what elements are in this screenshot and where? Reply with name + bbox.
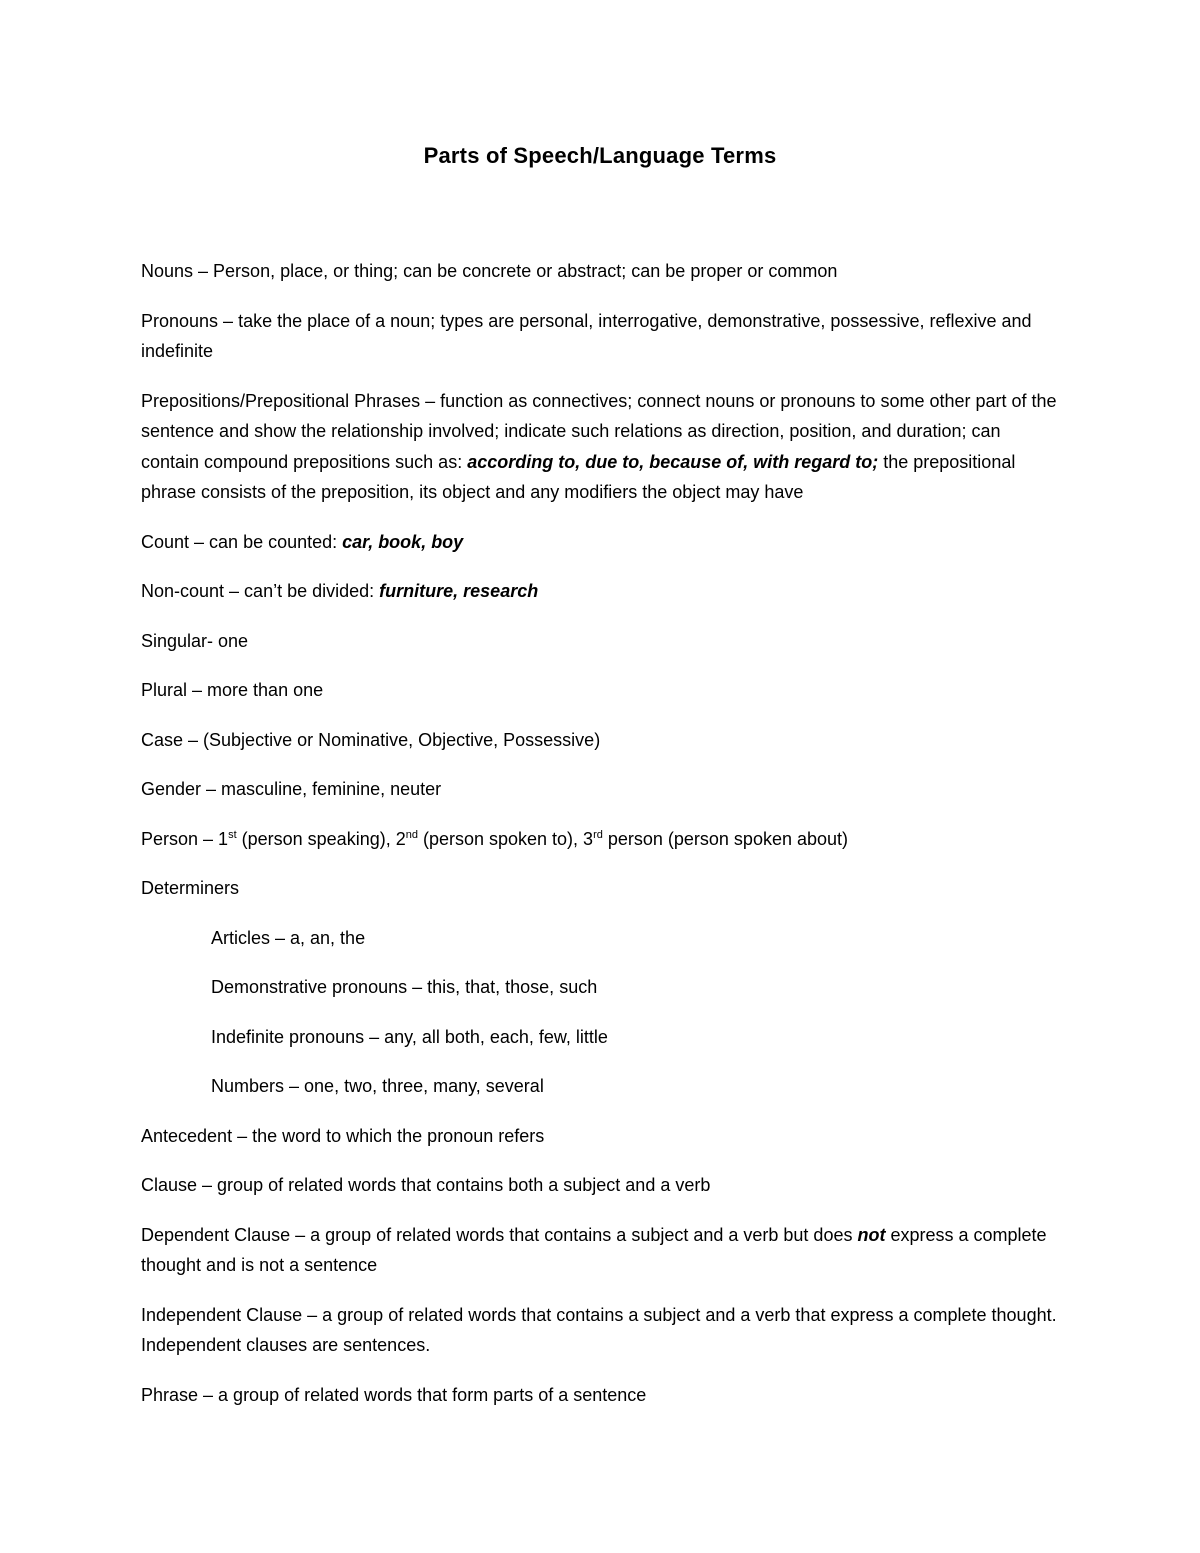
entry-text: the prepositional phrase consists of the preposition, its object and any modifiers the object may have bbox=[141, 451, 1016, 502]
entry-text: Dependent Clause – a group of related words that contains a subject and a verb but does bbox=[141, 1224, 858, 1245]
entry-count bbox=[141, 527, 1061, 558]
entry-text: Antecedent – the word to which the pronoun refers bbox=[141, 1125, 545, 1146]
entry-antecedent bbox=[141, 1121, 1061, 1152]
entry-text: Articles – a, an, the bbox=[211, 927, 366, 948]
entry-text: (person speaking), 2 bbox=[236, 828, 406, 849]
entry-text: (person spoken to), 3 bbox=[417, 828, 594, 849]
entry-dependent-clause bbox=[141, 1220, 1061, 1281]
entry-text: Gender – masculine, feminine, neuter bbox=[141, 779, 442, 799]
entry-text: Person – 1 bbox=[141, 828, 229, 849]
entry-text: Numbers – one, two, three, many, several bbox=[211, 1076, 544, 1096]
entry-clause bbox=[141, 1170, 1061, 1201]
emphasis-text: not bbox=[857, 1224, 886, 1245]
entry-nouns bbox=[141, 256, 1061, 287]
entry-plural bbox=[141, 675, 1061, 706]
ordinal-suffix: nd bbox=[405, 828, 418, 841]
entry-text: Singular- one bbox=[141, 630, 249, 651]
page-title: Parts of Speech/Language Terms bbox=[423, 143, 777, 168]
entry-text: Determiners bbox=[141, 878, 240, 898]
emphasis-text: according to, due to, because of, with regard to; bbox=[467, 451, 879, 472]
entry-phrase bbox=[141, 1380, 1061, 1411]
emphasis-text: car, book, boy bbox=[342, 531, 464, 552]
entry-case bbox=[141, 725, 1061, 756]
entry-numbers bbox=[141, 1071, 1061, 1102]
entry-text: Prepositions/Prepositional Phrases – function as connectives; connect nouns or pronouns to some other part of the sentence and show the relationship involved; indicate such relations as direction, position, and duration; can contain compound prepositions such as: bbox=[141, 390, 1057, 472]
entry-articles bbox=[141, 923, 1061, 954]
entry-text: Indefinite pronouns – any, all both, each, few, little bbox=[211, 1026, 608, 1047]
entry-text: express a complete thought and is not a sentence bbox=[141, 1224, 1047, 1275]
entry-text: Case – (Subjective or Nominative, Objective, Possessive) bbox=[141, 729, 601, 750]
entry-text: person (person spoken about) bbox=[602, 828, 849, 849]
entry-demonstrative-pronouns bbox=[141, 972, 1061, 1003]
entry-person bbox=[141, 824, 1061, 855]
ordinal-suffix: rd bbox=[593, 828, 603, 841]
entry-pronouns bbox=[141, 306, 1061, 367]
entry-text: Count – can be counted: bbox=[141, 531, 343, 552]
entry-prepositions bbox=[141, 386, 1061, 508]
entry-text: Demonstrative pronouns – this, that, those, such bbox=[211, 977, 598, 997]
entry-text: Clause – group of related words that contains both a subject and a verb bbox=[141, 1175, 711, 1195]
entry-text: Nouns – Person, place, or thing; can be concrete or abstract; can be proper or common bbox=[141, 261, 838, 281]
ordinal-suffix: st bbox=[228, 828, 237, 841]
entry-text: Plural – more than one bbox=[141, 680, 324, 700]
entry-text: Independent Clause – a group of related words that contains a subject and a verb that express a complete thought. Independent clauses are sentences. bbox=[141, 1304, 1057, 1355]
entry-text: Phrase – a group of related words that form parts of a sentence bbox=[141, 1384, 647, 1405]
entry-gender bbox=[141, 774, 1061, 805]
entry-determiners bbox=[141, 873, 1061, 904]
entry-indefinite-pronouns bbox=[141, 1022, 1061, 1053]
entry-singular bbox=[141, 626, 1061, 657]
entry-text: Pronouns – take the place of a noun; types are personal, interrogative, demonstrative, possessive, reflexive and indefinite bbox=[141, 310, 1032, 361]
entry-non-count bbox=[141, 576, 1061, 607]
entry-text: Non-count – can’t be divided: bbox=[141, 581, 380, 601]
emphasis-text: furniture, research bbox=[379, 581, 539, 601]
entry-independent-clause bbox=[141, 1300, 1061, 1361]
term-list bbox=[141, 256, 1061, 1429]
